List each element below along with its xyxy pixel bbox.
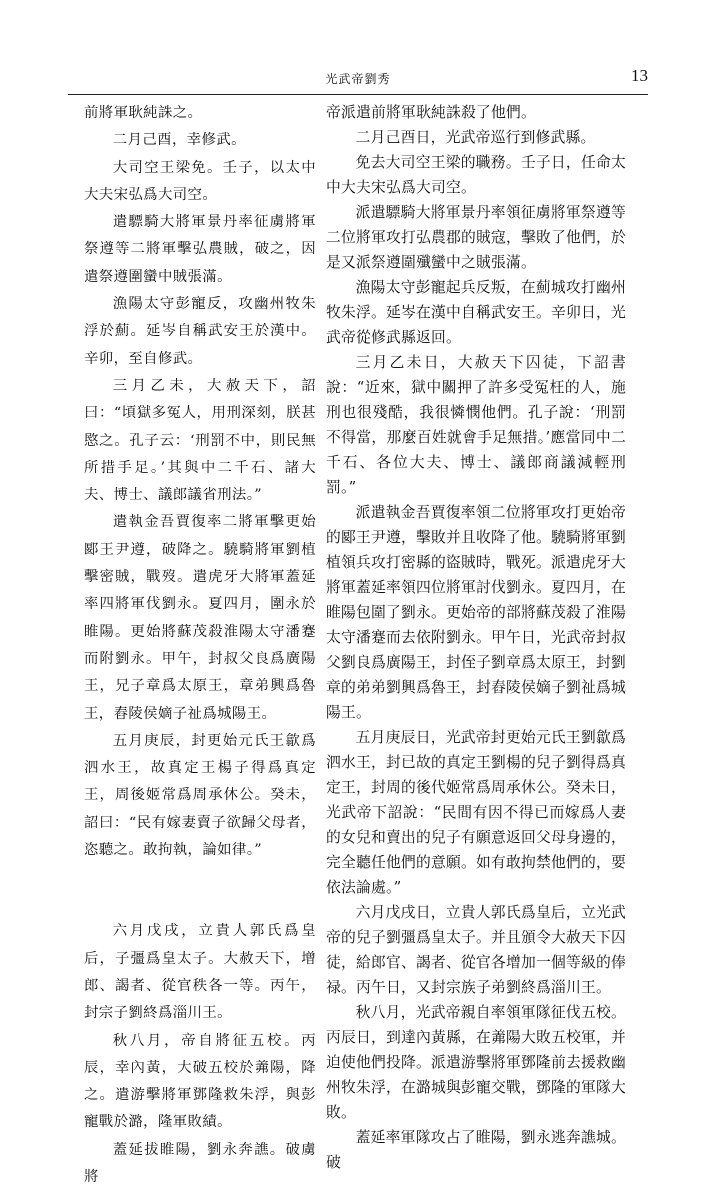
translation-paragraph: 漁陽太守彭寵起兵反叛，在薊城攻打幽州牧朱浮。延岑在漢中自稱武安王。辛卯日，光武帝從修武縣返回。 <box>326 279 626 346</box>
translation-paragraph: 帝派遣前將軍耿純誅殺了他們。 <box>326 104 536 121</box>
classical-paragraph: 遣執金吾賈復率二將軍擊更始郾王尹遵，破降之。驍騎將軍劉植擊密賊，戰歿。遣虎牙大將軍蓋延率四將軍伐劉永。夏四月，圍永於睢陽。更始將蘇茂殺淮陽太守潘蹇而附劉永。甲午，封叔父良爲廣陽王，兄子章爲太原王，章弟興爲魯王，舂陵侯嫡子祉爲城陽王。 <box>84 514 316 722</box>
translation-paragraph: 派遣執金吾賈復率領二位將軍攻打更始帝的郾王尹遵，擊敗并且收降了他。驍騎將軍劉植領兵攻打密縣的盜賊時，戰死。派遣虎牙大將軍蓋延率領四位將軍討伐劉永。夏四月，在睢陽包圍了劉永。更始帝的部將蘇茂殺了淮陽太守潘蹇而去依附劉永。甲午日，光武帝封叔父劉良爲廣陽王，封侄子劉章爲太原王，封劉章的弟弟劉興爲魯王，封舂陵侯嫡子劉祉爲城陽王。 <box>326 504 626 721</box>
paragraph-gap <box>84 864 316 918</box>
translation-paragraph: 三月乙未日，大赦天下囚徒，下詔書說：“近來，獄中關押了許多受冤枉的人，施刑也很殘酷，我很憐憫他們。孔子說：‘刑罰不得當，那麼百姓就會手足無措。’應當同中二千石、各位大夫、博士、議郎商議減輕刑罰。” <box>326 354 626 496</box>
classical-paragraph: 六月戊戌，立貴人郭氏爲皇后，子彊爲皇太子。大赦天下，增郎、謁者、從官秩各一等。丙午，封宗子劉終爲淄川王。 <box>84 923 316 1022</box>
classical-paragraph: 五月庚辰，封更始元氏王歙爲泗水王，故真定王楊子得爲真定王，周後姬常爲周承休公。癸未，詔曰：“民有嫁妻賣子欲歸父母者，恣聽之。敢拘執，論如律。” <box>84 732 316 859</box>
classical-paragraph: 前將軍耿純誅之。 <box>84 105 203 121</box>
page-header <box>68 54 648 95</box>
running-title: 光武帝劉秀 <box>325 72 391 86</box>
translation-paragraph: 秋八月，光武帝親自率領軍隊征伐五校。丙辰日，到達內黃縣，在羛陽大敗五校軍，并迫使他們投降。派遣游擊將軍鄧隆前去援救幽州牧朱浮，在潞城與彭寵交戰，鄧隆的軍隊大敗。 <box>326 1004 626 1121</box>
classical-paragraph: 漁陽太守彭寵反，攻幽州牧朱浮於薊。延岑自稱武安王於漢中。辛卯，至自修武。 <box>84 296 316 367</box>
classical-paragraph: 三月乙未，大赦天下，詔曰：“頃獄多冤人，用刑深刻，朕甚愍之。孔子云：‘刑罰不中，則民無所措手足。’其與中二千石、諸大夫、博士、議郎議省刑法。” <box>84 377 316 504</box>
translation-paragraph: 免去大司空王梁的職務。壬子日，任命太中大夫宋弘爲大司空。 <box>326 154 626 196</box>
classical-paragraph: 大司空王梁免。壬子，以太中大夫宋弘爲大司空。 <box>84 159 316 203</box>
classical-text-column <box>84 100 316 1185</box>
classical-paragraph: 二月己酉，幸修武。 <box>112 132 246 149</box>
translation-paragraph: 派遣驃騎大將軍景丹率領征虜將軍祭遵等二位將軍攻打弘農郡的賊寇，擊敗了他們，於是又派祭遵圍殲蠻中之賊張滿。 <box>326 204 626 271</box>
classical-paragraph: 蓋延拔睢陽，劉永奔譙。破虜將 <box>84 1141 316 1185</box>
translation-paragraph: 蓋延率軍隊攻占了睢陽，劉永逃奔譙城。破 <box>326 1129 626 1171</box>
page-number: 13 <box>631 66 648 85</box>
translation-paragraph: 二月己酉日，光武帝巡行到修武縣。 <box>355 129 596 146</box>
classical-paragraph: 遣驃騎大將軍景丹率征虜將軍祭遵等二將軍擊弘農賊，破之，因遣祭遵圍蠻中賊張滿。 <box>84 214 316 285</box>
translation-paragraph: 五月庚辰日，光武帝封更始元氏王劉歙爲泗水王，封已故的真定王劉楊的兒子劉得爲真定王，封周的後代姬常爲周承休公。癸未日，光武帝下詔說：“民間有因不得已而嫁爲人妻的女兒和賣出的兒子有願意返回父母身邊的，完全聽任他們的意願。如有敢拘禁他們的，要依法論處。” <box>326 729 626 896</box>
classical-paragraph: 秋八月，帝自將征五校。丙辰，幸內黃，大破五校於羛陽，降之。遣游擊將軍鄧隆救朱浮，與彭寵戰於潞，隆軍敗績。 <box>84 1032 316 1131</box>
translation-paragraph: 六月戊戌日，立貴人郭氏爲皇后，立光武帝的兒子劉彊爲皇太子。并且頒令大赦天下囚徒，給郎官、謁者、從官各增加一個等級的俸禄。丙午日，又封宗族子弟劉終爲淄川王。 <box>326 904 626 996</box>
translation-column <box>326 100 626 1171</box>
